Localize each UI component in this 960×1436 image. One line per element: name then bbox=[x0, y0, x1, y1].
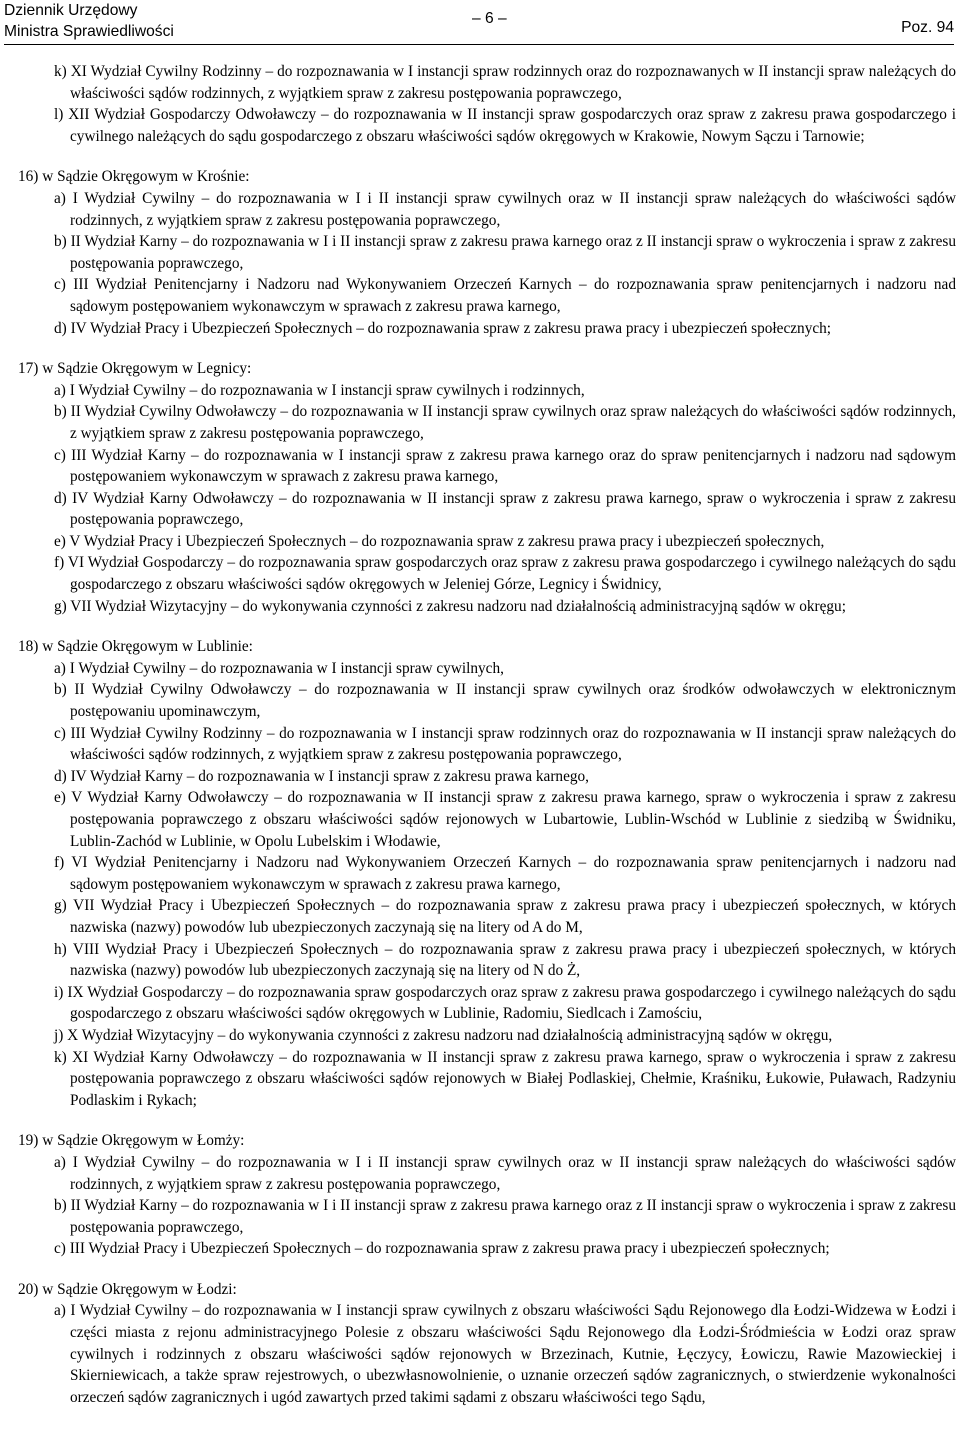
list-item: e) V Wydział Karny Odwoławczy – do rozpoznawania w II instancji spraw z zakresu prawa karnego, spraw o wykroczenia i spraw z zakresu postępowania poprawczego z obszaru właściwości sądów rejonowych w Lubartowie, Lublin-Wschód w Lublinie z siedzibą w Świdniku, Lublin-Zachód w Lublinie, w Opolu Lubelskim i Włodawie, bbox=[54, 789, 956, 850]
list-item: a) I Wydział Cywilny – do rozpoznawania w I instancji spraw cywilnych i rodzinnych, bbox=[54, 381, 585, 399]
list-item: f) VI Wydział Penitencjarny i Nadzoru nad Wykonywaniem Orzeczeń Karnych – do rozpoznawania spraw penitencjarnych i nadzoru nad sądowym postępowaniem wykonawczym w sprawach z zakresu prawa karnego, bbox=[54, 854, 956, 893]
section-title: 16) w Sądzie Okręgowym w Krośnie: bbox=[18, 168, 250, 186]
list-item: b) II Wydział Cywilny Odwoławczy – do rozpoznawania w II instancji spraw cywilnych oraz środków odwoławczych w elektronicznym postępowaniu upominawczym, bbox=[54, 681, 956, 721]
list-item: e) V Wydział Pracy i Ubezpieczeń Społecznych – do rozpoznawania spraw z zakresu prawa pracy i ubezpieczeń społecznych, bbox=[54, 532, 825, 550]
list-item: b) II Wydział Karny – do rozpoznawania w I i II instancji spraw z zakresu prawa karnego oraz z II instancji spraw o wykroczenia i spraw z zakresu postępowania poprawczego, bbox=[54, 1197, 956, 1236]
list-item: g) VII Wydział Pracy i Ubezpieczeń Społecznych – do rozpoznawania spraw z zakresu prawa pracy i ubezpieczeń społecznych, w których nazwiska (nazwy) powodów lub ubezpieczonych zaczynają się na litery od A do M, bbox=[54, 897, 956, 936]
journal-title-line1: Dziennik Urzędowy bbox=[4, 2, 138, 19]
section-lublin bbox=[18, 636, 956, 1111]
list-item: d) IV Wydział Karny Odwoławczy – do rozpoznawania w II instancji spraw z zakresu prawa karnego, spraw o wykroczenia i spraw z zakresu postępowania poprawczego, bbox=[54, 489, 956, 529]
section-title: 20) w Sądzie Okręgowym w Łodzi: bbox=[18, 1280, 237, 1298]
list-item: b) II Wydział Karny – do rozpoznawania w I i II instancji spraw z zakresu prawa karnego oraz z II instancji spraw o wykroczenia i spraw z zakresu postępowania poprawczego, bbox=[54, 233, 956, 272]
list-item: f) VI Wydział Gospodarczy – do rozpoznawania spraw gospodarczych oraz spraw z zakresu prawa gospodarczego i cywilnego należących do sądu gospodarczego z obszaru właściwości sądów okręgowych w Jeleniej Górze, Legnicy i Świdnicy, bbox=[54, 554, 956, 594]
list-item: c) III Wydział Penitencjarny i Nadzoru nad Wykonywaniem Orzeczeń Karnych – do rozpoznawania spraw penitencjarnych i nadzoru nad sądowym postępowaniem wykonawczym w sprawach z zakresu prawa karnego, bbox=[54, 276, 956, 315]
list-item: k) XI Wydział Karny Odwoławczy – do rozpoznawania w II instancji spraw z zakresu prawa karnego, spraw o wykroczenia i spraw z zakresu postępowania poprawczego z obszaru właściwości sądów rejonowych w Białej Podlaskiej, Chełmie, Kraśniku, Łukowie, Puławach, Radzyniu Podlaskim i Rykach; bbox=[54, 1048, 956, 1109]
list-item: k) XI Wydział Cywilny Rodzinny – do rozpoznawania w I instancji spraw rodzinnych oraz do rozpoznawanych w II instancji spraw należących do właściwości sądów rodzinnych, z wyjątkiem spraw z zakresu postępowania poprawczego, bbox=[54, 63, 956, 102]
list-item: l) XII Wydział Gospodarczy Odwoławczy – do rozpoznawania w II instancji spraw gospodarczych oraz spraw z zakresu prawa gospodarczego i cywilnego należących do sądu gospodarczego z obszaru właściwości sądów okręgowych w Krakowie, Nowym Sączu i Tarnowie; bbox=[54, 106, 956, 145]
list-item: a) I Wydział Cywilny – do rozpoznawania w I instancji spraw cywilnych z obszaru właściwości Sądu Rejonowego dla Łodzi-Widzewa w Łodzi i części miasta z rejonu administracyjnego Polesie z obszaru właściwości Sądu Rejonowego dla Łodzi-Śródmieścia w Łodzi oraz spraw cywilnych i rodzinnych z obszaru właściwości sądów rejonowych w Brzezinach, Kutnie, Łęczycy, Łowiczu, Rawie Mazowieckiej i Skierniewicach, a także spraw rejestrowych, o ubezwłasnowolnienie, o uznanie orzeczeń sądów zagranicznych, o stwierdzenie wykonalności orzeczeń sądów zagranicznych i ugód zawartych przed takimi sądami z obszaru właściwości tego Sądu, bbox=[54, 1302, 956, 1406]
section-title: 19) w Sądzie Okręgowym w Łomży: bbox=[18, 1132, 245, 1150]
section-lodz bbox=[18, 1279, 956, 1409]
section-legnica bbox=[18, 358, 956, 617]
journal-title-line2: Ministra Sprawiedliwości bbox=[4, 23, 174, 40]
section-title: 17) w Sądzie Okręgowym w Legnicy: bbox=[18, 360, 252, 378]
document-body bbox=[18, 61, 956, 1408]
list-item: c) III Wydział Karny – do rozpoznawania w I instancji spraw z zakresu prawa karnego oraz do spraw penitencjarnych i nadzoru nad sądowym postępowaniem wykonawczym w sprawach z zakresu prawa karnego, bbox=[54, 446, 956, 486]
page-number: – 6 – bbox=[472, 10, 507, 27]
list-item: b) II Wydział Cywilny Odwoławczy – do rozpoznawania w II instancji spraw cywilnych oraz spraw należących do właściwości sądów rodzinnych, z wyjątkiem spraw z zakresu postępowania poprawczego, bbox=[54, 403, 956, 442]
list-item: c) III Wydział Cywilny Rodzinny – do rozpoznawania w I instancji spraw rodzinnych oraz do rozpoznawania w II instancji spraw należących do właściwości sądów rodzinnych, z wyjątkiem spraw z zakresu postępowania poprawczego, bbox=[54, 724, 956, 764]
journal-title bbox=[4, 0, 174, 42]
section-title: 18) w Sądzie Okręgowym w Lublinie: bbox=[18, 638, 253, 656]
section-krosno bbox=[18, 166, 956, 339]
section-lomza bbox=[18, 1130, 956, 1260]
list-item: a) I Wydział Cywilny – do rozpoznawania w I i II instancji spraw cywilnych oraz w II instancji spraw należących do właściwości sądów rodzinnych, z wyjątkiem spraw z zakresu postępowania poprawczego, bbox=[54, 1153, 956, 1193]
list-item: h) VIII Wydział Pracy i Ubezpieczeń Społecznych – do rozpoznawania spraw z zakresu prawa pracy i ubezpieczeń społecznych, w których nazwiska (nazwy) powodów lub ubezpieczonych zaczynają się na litery od N do Ż, bbox=[54, 940, 956, 980]
page-header bbox=[4, 0, 954, 45]
list-item: d) IV Wydział Pracy i Ubezpieczeń Społecznych – do rozpoznawania spraw z zakresu prawa pracy i ubezpieczeń społecznych; bbox=[54, 319, 832, 337]
list-item: i) IX Wydział Gospodarczy – do rozpoznawania spraw gospodarczych oraz spraw z zakresu prawa gospodarczego i cywilnego należących do sądu gospodarczego z obszaru właściwości sądów okręgowych w Lublinie, Radomiu, Siedlcach i Zamościu, bbox=[54, 983, 956, 1023]
list-item: a) I Wydział Cywilny – do rozpoznawania w I instancji spraw cywilnych, bbox=[54, 659, 504, 677]
list-item: c) III Wydział Pracy i Ubezpieczeń Społecznych – do rozpoznawania spraw z zakresu prawa pracy i ubezpieczeń społecznych; bbox=[54, 1240, 830, 1258]
position-number: Poz. 94 bbox=[901, 19, 954, 36]
list-item: d) IV Wydział Karny – do rozpoznawania w I instancji spraw z zakresu prawa karnego, bbox=[54, 767, 589, 785]
list-item: j) X Wydział Wizytacyjny – do wykonywania czynności z zakresu nadzoru nad działalnością administracyjną sądów w okręgu, bbox=[54, 1026, 833, 1044]
list-item: g) VII Wydział Wizytacyjny – do wykonywania czynności z zakresu nadzoru nad działalnością administracyjną sądów w okręgu; bbox=[54, 597, 846, 615]
intro-items bbox=[18, 61, 956, 147]
list-item: a) I Wydział Cywilny – do rozpoznawania w I i II instancji spraw cywilnych oraz w II instancji spraw należących do właściwości sądów rodzinnych, z wyjątkiem spraw z zakresu postępowania poprawczego, bbox=[54, 189, 956, 229]
